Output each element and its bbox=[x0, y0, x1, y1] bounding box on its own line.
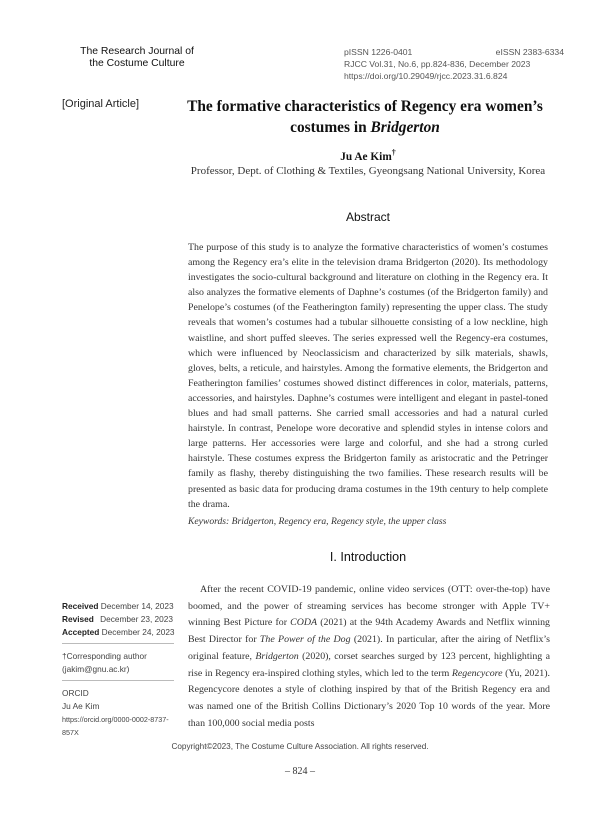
pissn: pISSN 1226-0401 bbox=[344, 47, 413, 57]
corresponding-email[interactable]: (jakim@gnu.ac.kr) bbox=[62, 664, 130, 674]
article-title bbox=[180, 96, 550, 138]
corresponding-mark-sidebar: † bbox=[62, 651, 67, 661]
journal-name-line2: the Costume Culture bbox=[89, 58, 185, 69]
intro-seg3: (2021). In particular, after the airing of Netflix’s original feature, bbox=[188, 634, 550, 662]
journal-name bbox=[62, 46, 212, 70]
accepted-label: Accepted bbox=[62, 627, 100, 637]
revised-label: Revised bbox=[62, 614, 94, 624]
copyright-notice: Copyright©2023, The Costume Culture Association. All rights reserved. bbox=[171, 742, 429, 751]
title-line1: The formative characteristics of Regency era women’s bbox=[187, 98, 543, 115]
volume-info: RJCC Vol.31, No.6, pp.824-836, December 2023 bbox=[344, 59, 531, 69]
revised-date: December 23, 2023 bbox=[100, 614, 174, 624]
intro-italic-bridgerton: Bridgerton bbox=[255, 650, 299, 662]
author-name bbox=[188, 148, 548, 163]
doi-link[interactable]: https://doi.org/10.29049/rjcc.2023.31.6.824 bbox=[344, 71, 508, 81]
intro-italic-regencycore: Regencycore bbox=[451, 667, 503, 679]
intro-seg4: (2020), corset searches surged by 123 percent, highlighting a rise in Regency era-inspired clothing styles, which led to the term bbox=[188, 650, 550, 679]
corresponding-mark: † bbox=[391, 148, 396, 157]
title-line2-italic: Bridgerton bbox=[370, 119, 440, 136]
intro-seg5: (Yu, 2021). Regencycore denotes a style of clothing inspired by that of the British Regency era and was named one of the British Collins Dictionary’s 2020 Top 10 words of the year. More than 100,000 social media posts bbox=[188, 667, 550, 729]
article-history bbox=[62, 600, 180, 739]
abstract-heading: Abstract bbox=[345, 210, 390, 224]
revised-row bbox=[62, 613, 180, 626]
received-date: December 14, 2023 bbox=[100, 601, 174, 611]
orcid-label: ORCID bbox=[62, 688, 89, 698]
orcid-link[interactable]: https://orcid.org/0000-0002-8737-857X bbox=[62, 715, 169, 737]
abstract-text: The purpose of this study is to analyze the formative characteristics of women’s costumes among the Regency era’s elite in the television drama Bridgerton (2020). Its methodology investigates the socio-cultural background and literature on clothing in the Regency era. It also analyzes the formative elements of Daphne’s costumes (of the Bridgerton family) and Penelope’s costumes (of the Featherington family) representing the upper class. The study reveals that women’s costumes had a tubular silhouette consisting of a low neckline, high waistline, and short puffed sleeves. The series expressed well the Regency-era costumes, which were influenced by Neoclassicism and characterized by silk materials, shawls, gloves, belts, a reticule, and hairstyles. Among the formative elements, the Bridgerton and Featherington families’ costumes showed distinct differences in color, materials, patterns, accessories, and hairstyles. Daphne’s costumes were intelligent and elegant in pastel-toned blues and had small patterns. She carried small accessories and had a natural curled hairstyle. In contrast, Penelope wore decorative and splendid styles in intense colors and large patterns. Her accessories were large and colorful, and she had a strong curled hairstyle. These costumes express the Bridgerton family as aristocratic and the Petringer family as flashy, thereby distinguishing the two families. These research results will be presented as basic data for producing drama costumes in the 19th century to help complete the drama. bbox=[188, 242, 548, 510]
introduction-heading: I. Introduction bbox=[329, 550, 407, 564]
accepted-date: December 24, 2023 bbox=[101, 627, 175, 637]
page-number: – 824 – bbox=[285, 766, 315, 777]
journal-name-line1: The Research Journal of bbox=[80, 46, 194, 57]
accepted-row bbox=[62, 626, 180, 639]
title-line2-prefix: costumes in bbox=[290, 119, 367, 136]
intro-seg1: After the recent COVID-19 pandemic, online video services (OTT: over-the-top) have boomed, and the power of streaming services has become stronger with Apple TV+ winning Best Picture for bbox=[188, 584, 550, 629]
introduction-paragraph bbox=[188, 582, 550, 732]
intro-italic-power-of-dog: The Power of the Dog bbox=[259, 634, 351, 646]
eissn: eISSN 2383-6334 bbox=[495, 47, 564, 57]
journal-metadata bbox=[344, 46, 564, 82]
issn-row bbox=[344, 46, 564, 58]
orcid-name: Ju Ae Kim bbox=[62, 701, 100, 711]
introduction-text bbox=[188, 582, 550, 732]
corresponding-label: Corresponding author bbox=[66, 651, 147, 661]
intro-italic-coda: CODA bbox=[290, 617, 318, 629]
author-name-text: Ju Ae Kim bbox=[340, 150, 392, 163]
intro-seg2: (2021) at the 94th Academy Awards and Netflix winning Best Director for bbox=[188, 617, 550, 646]
corresponding-author bbox=[62, 650, 180, 663]
sidebar-divider bbox=[62, 643, 174, 644]
received-row bbox=[62, 600, 180, 613]
article-type: [Original Article] bbox=[62, 98, 140, 110]
title-line2 bbox=[180, 117, 550, 138]
keywords: Keywords: Bridgerton, Regency era, Regency style, the upper class bbox=[188, 516, 447, 527]
author-affiliation: Professor, Dept. of Clothing & Textiles, Gyeongsang National University, Korea bbox=[190, 165, 546, 177]
sidebar-divider bbox=[62, 680, 174, 681]
received-label: Received bbox=[62, 601, 99, 611]
